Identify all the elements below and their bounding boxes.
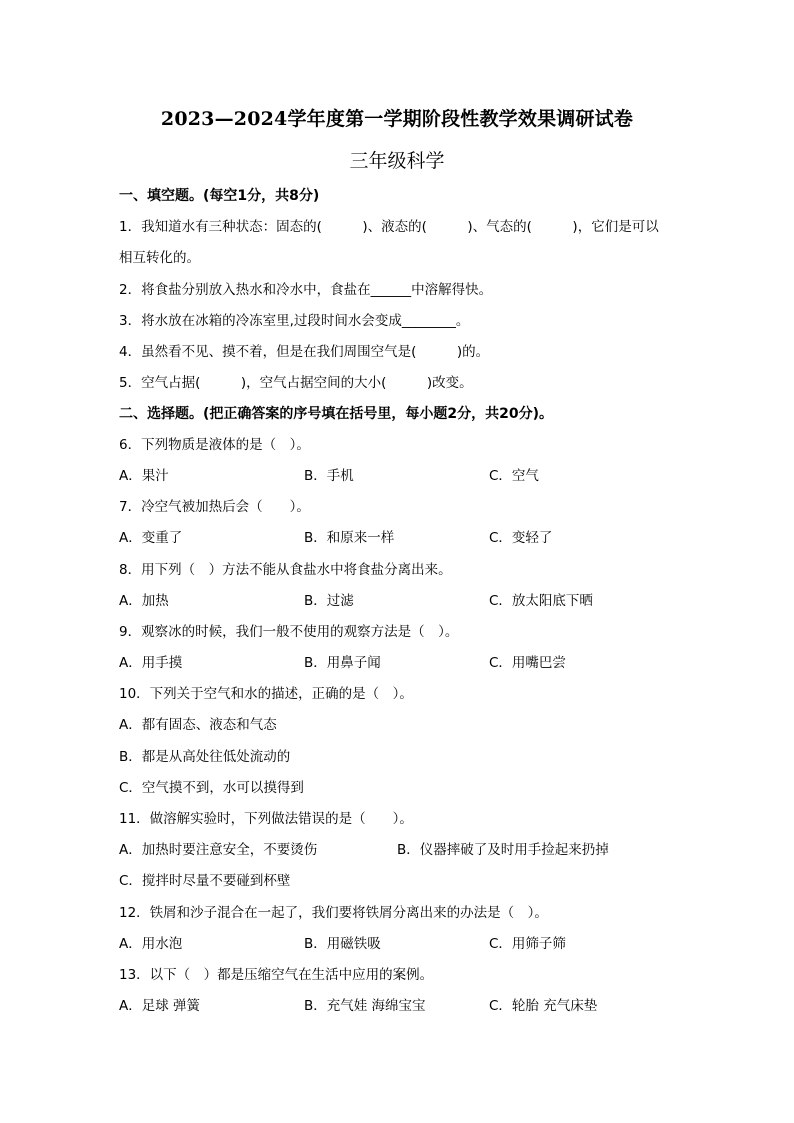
- question-9-option-c: C．用嘴巴尝: [489, 655, 566, 671]
- question-11-option-b: B．仪器摔破了及时用手捡起来扔掉: [397, 842, 609, 858]
- question-9-option-b: B．用鼻子闻: [304, 655, 381, 671]
- question-13-stem: 13．以下（ ）都是压缩空气在生活中应用的案例。: [119, 967, 434, 983]
- section1-heading: 一、填空题。(每空1分，共8分): [119, 188, 320, 204]
- question-6-option-a: A．果汁: [119, 468, 169, 484]
- question-8-option-c: C．放太阳底下晒: [489, 593, 593, 609]
- question-12-option-b: B．用磁铁吸: [304, 936, 381, 952]
- question-13-option-b: B．充气娃 海绵宝宝: [304, 998, 426, 1014]
- question-13-option-a: A．足球 弹簧: [119, 998, 201, 1014]
- question-8-option-a: A．加热: [119, 593, 169, 609]
- question-1-line1: 1．我知道水有三种状态：固态的( )、液态的( )、气态的( )，它们是可以: [119, 219, 659, 235]
- question-12-option-c: C．用筛子筛: [489, 936, 566, 952]
- question-7-option-c: C．变轻了: [489, 530, 553, 546]
- question-10-option-a: A．都有固态、液态和气态: [119, 717, 277, 733]
- question-9-option-a: A．用手摸: [119, 655, 183, 671]
- question-10-option-c: C．空气摸不到，水可以摸得到: [119, 780, 304, 796]
- question-2: 2．将食盐分别放入热水和冷水中，食盐在______中溶解得快。: [119, 282, 493, 298]
- question-6-option-c: C．空气: [489, 468, 539, 484]
- question-9-stem: 9．观察冰的时候，我们一般不使用的观察方法是（ ）。: [119, 624, 459, 640]
- question-8-stem: 8．用下列（ ）方法不能从食盐水中将食盐分离出来。: [119, 562, 452, 578]
- question-7-option-b: B．和原来一样: [304, 530, 395, 546]
- exam-subtitle: 三年级科学: [349, 150, 445, 172]
- question-10-option-b: B．都是从高处往低处流动的: [119, 749, 291, 765]
- question-10-stem: 10．下列关于空气和水的描述，正确的是（ ）。: [119, 686, 413, 702]
- question-1-line2: 相互转化的。: [119, 250, 200, 266]
- question-11-option-a: A．加热时要注意安全，不要烫伤: [119, 842, 318, 858]
- question-7-stem: 7．冷空气被加热后会（ ）。: [119, 499, 310, 515]
- exam-title: 2023—2024学年度第一学期阶段性教学效果调研试卷: [160, 108, 634, 130]
- question-5: 5．空气占据( )，空气占据空间的大小( )改变。: [119, 375, 473, 391]
- question-6-stem: 6．下列物质是液体的是（ ）。: [119, 437, 310, 453]
- question-4: 4．虽然看不见、摸不着，但是在我们周围空气是( )的。: [119, 344, 490, 360]
- question-12-stem: 12．铁屑和沙子混合在一起了，我们要将铁屑分离出来的办法是（ ）。: [119, 905, 548, 921]
- section2-heading: 二、选择题。(把正确答案的序号填在括号里，每小题2分，共20分)。: [119, 406, 554, 422]
- question-13-option-c: C．轮胎 充气床垫: [489, 998, 598, 1014]
- question-7-option-a: A．变重了: [119, 530, 183, 546]
- question-3: 3．将水放在冰箱的冷冻室里,过段时间水会变成________。: [119, 313, 470, 329]
- question-8-option-b: B．过滤: [304, 593, 354, 609]
- question-6-option-b: B．手机: [304, 468, 354, 484]
- question-12-option-a: A．用水泡: [119, 936, 183, 952]
- question-11-option-c: C．搅拌时尽量不要碰到杯壁: [119, 873, 291, 889]
- question-11-stem: 11．做溶解实验时，下列做法错误的是（ ）。: [119, 811, 413, 827]
